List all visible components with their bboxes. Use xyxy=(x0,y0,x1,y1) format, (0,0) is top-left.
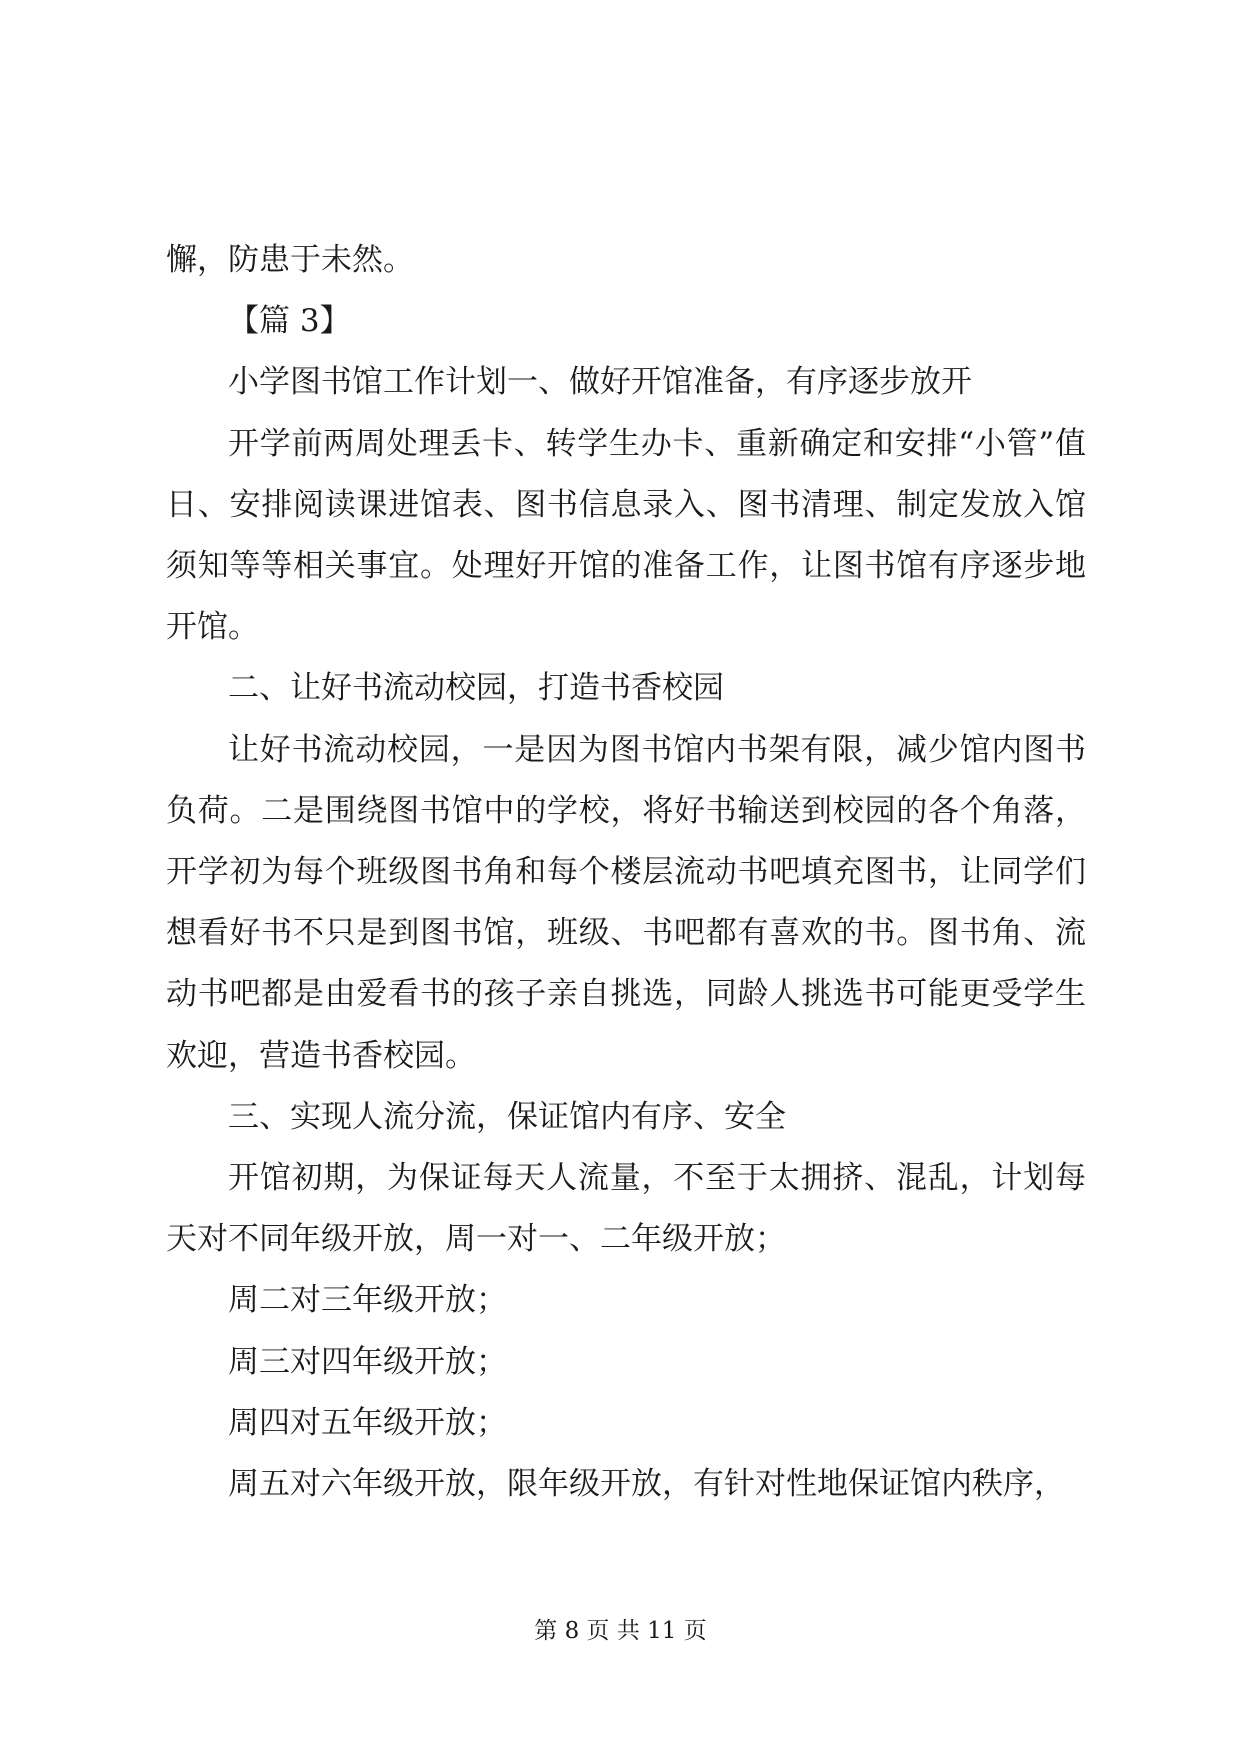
paragraph-plan-title: 小学图书馆工作计划一、做好开馆准备，有序逐步放开 xyxy=(228,364,972,401)
page-number-footer: 第 8 页 共 11 页 xyxy=(534,1618,707,1644)
document-body xyxy=(166,230,1086,1515)
paragraph-wednesday: 周三对四年级开放； xyxy=(228,1343,507,1380)
paragraph-opening-schedule: 开馆初期，为保证每天人流量，不至于太拥挤、混乱，计划每天对不同年级开放，周一对一、二年级开放； xyxy=(166,1160,1086,1258)
paragraph-heading-two: 二、让好书流动校园，打造书香校园 xyxy=(228,670,724,707)
paragraph-book-flow: 让好书流动校园，一是因为图书馆内书架有限，减少馆内图书负荷。二是围绕图书馆中的学校，将好书输送到校园的各个角落，开学初为每个班级图书角和每个楼层流动书吧填充图书，让同学们想看好书不只是到图书馆，班级、书吧都有喜欢的书。图书角、流动书吧都是由爱看书的孩子亲自挑选，同龄人挑选书可能更受学生欢迎，营造书香校园。 xyxy=(166,731,1086,1074)
paragraph-tuesday: 周二对三年级开放； xyxy=(228,1282,507,1319)
paragraph-thursday: 周四对五年级开放； xyxy=(228,1404,507,1441)
paragraph-continuation: 懈，防患于未然。 xyxy=(166,242,414,278)
paragraph-friday: 周五对六年级开放，限年级开放，有针对性地保证馆内秩序， xyxy=(228,1466,1065,1503)
section-heading-part-3: 【篇 3】 xyxy=(228,303,351,340)
paragraph-heading-three: 三、实现人流分流，保证馆内有序、安全 xyxy=(228,1098,786,1135)
paragraph-preparation: 开学前两周处理丢卡、转学生办卡、重新确定和安排“小管”值日、安排阅读课进馆表、图书信息录入、图书清理、制定发放入馆须知等等相关事宜。处理好开馆的准备工作，让图书馆有序逐步地开馆。 xyxy=(166,425,1086,646)
